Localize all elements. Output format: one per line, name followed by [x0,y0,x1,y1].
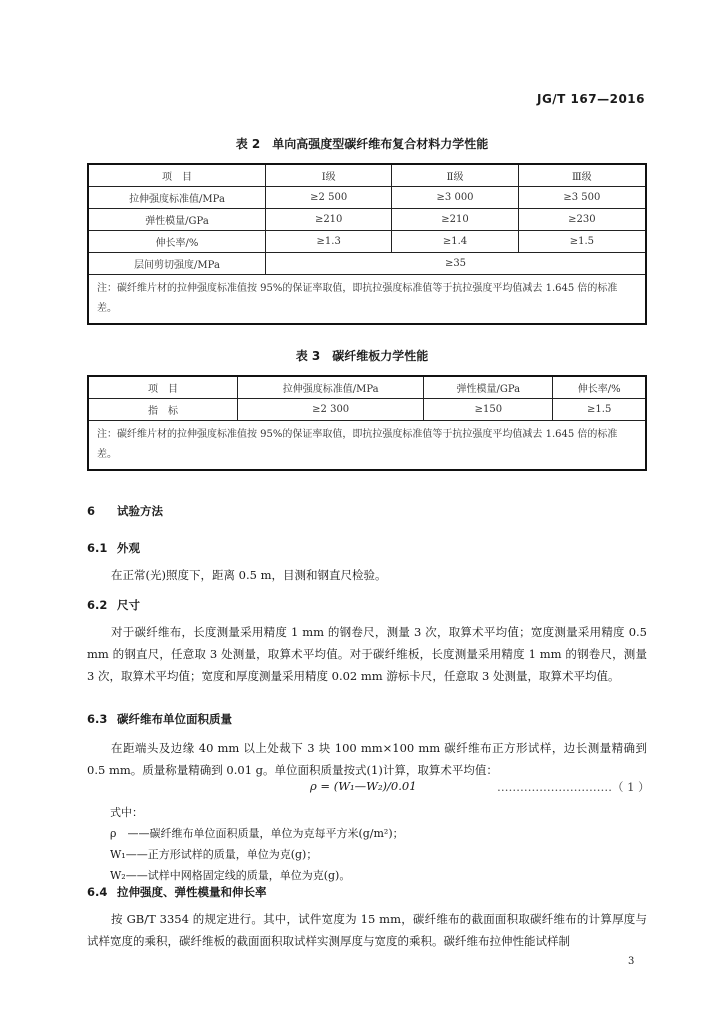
table-row [88,253,646,275]
table3-caption: 表 3 碳纤维板力学性能 [295,349,429,363]
paragraph: 按 GB/T 3354 的规定进行。其中，试件宽度为 15 mm，碳纤维布的截面面积取碳纤维布的计算厚度与试样宽度的乘积，碳纤维板的截面面积取试样实测厚度与宽度的乘积。碳纤维布拉伸性能试样制 [87,912,647,948]
table-header-row [88,164,646,187]
table-cell: 拉伸强度标准值/MPa [88,187,266,209]
where-label: 式中： [110,806,143,819]
definition-line: W₁——正方形试样的质量，单位为克(g)； [110,848,318,861]
table2 [87,163,647,325]
table-header-cell: Ⅲ级 [518,164,646,187]
table-cell: ≥210 [266,209,392,231]
table-cell: 伸长率/% [88,231,266,253]
table-row [88,209,646,231]
section-title: 尺寸 [117,598,140,612]
table2-caption: 表 2 单向高强度型碳纤维布复合材料力学性能 [235,137,489,151]
paragraph: 在正常(光)照度下，距离 0.5 m，目测和钢直尺检验。 [111,568,387,582]
table-cell: ≥2 300 [238,399,424,421]
table-note: 注：碳纤维片材的拉伸强度标准值按 95%的保证率取值，即抗拉强度标准值等于抗拉强度平均值减去 1.645 倍的标准差。 [88,421,646,471]
table-header-cell: 项 目 [88,164,266,187]
section-title: 拉伸强度、弹性模量和伸长率 [117,885,267,899]
section-number: 6.4 [87,885,108,899]
table-cell: ≥1.5 [518,231,646,253]
table-row [88,399,646,421]
section-number: 6 [87,504,96,518]
table-cell: ≥1.4 [392,231,518,253]
table-row [88,187,646,209]
definition-line: W₂——试样中网格固定线的质量，单位为克(g)。 [110,869,351,882]
section-heading [87,503,163,519]
formula: ρ = (W₁—W₂)/0.01 [310,779,417,793]
section-number: 6.1 [87,541,108,555]
table-cell: 层间剪切强度/MPa [88,253,266,275]
section-title: 试验方法 [117,504,163,518]
table-cell: ≥150 [424,399,553,421]
section-title: 外观 [117,541,140,555]
table-cell: ≥230 [518,209,646,231]
equation-number: …………………………（ 1 ） [497,780,650,794]
subsection-heading [87,711,232,727]
page-number: 3 [628,956,635,967]
table-cell: ≥210 [392,209,518,231]
table-cell: ≥3 000 [392,187,518,209]
section-number: 6.3 [87,712,108,726]
definition-line: ρ ——碳纤维布单位面积质量，单位为克每平方米(g/m²)； [110,827,404,840]
table-header-cell: 项 目 [88,376,238,399]
table-cell: 弹性模量/GPa [88,209,266,231]
table-cell: ≥35 [266,253,647,275]
table-cell: ≥3 500 [518,187,646,209]
table-row [88,231,646,253]
table-note: 注：碳纤维片材的拉伸强度标准值按 95%的保证率取值，即抗拉强度标准值等于抗拉强度平均值减去 1.645 倍的标准差。 [88,275,646,325]
table-header-cell: Ⅰ级 [266,164,392,187]
table-cell: 指 标 [88,399,238,421]
standard-code: JG/T 167—2016 [536,92,645,106]
table-cell: ≥2 500 [266,187,392,209]
table-header-cell: 弹性模量/GPa [424,376,553,399]
table-header-cell: 伸长率/% [553,376,646,399]
paragraph: 在距端头及边缘 40 mm 以上处裁下 3 块 100 mm×100 mm 碳纤维布正方形试样，边长测量精确到 0.5 mm。质量称量精确到 0.01 g。单位面积质量按式(1)计算，取算术平均值： [87,741,647,777]
section-title: 碳纤维布单位面积质量 [117,712,232,726]
subsection-heading [87,884,267,900]
table3 [87,375,647,471]
table-header-row [88,376,646,399]
table-header-cell: 拉伸强度标准值/MPa [238,376,424,399]
section-number: 6.2 [87,598,108,612]
paragraph: 对于碳纤维布，长度测量采用精度 1 mm 的钢卷尺，测量 3 次，取算术平均值；宽度测量采用精度 0.5 mm 的钢直尺，任意取 3 处测量，取算术平均值。对于碳纤维板，长度测量采用精度 1 mm 的钢卷尺，测量 3 次，取算术平均值；宽度和厚度测量采用精度 0.02 mm 游标卡尺，任意取 3 处测量，取算术平均值。 [87,625,647,683]
table-cell: ≥1.5 [553,399,646,421]
subsection-heading [87,597,140,613]
table-note-row [88,421,646,471]
table-note-row [88,275,646,325]
table-header-cell: Ⅱ级 [392,164,518,187]
formula-definitions [110,802,404,886]
table-cell: ≥1.3 [266,231,392,253]
subsection-heading [87,540,140,556]
